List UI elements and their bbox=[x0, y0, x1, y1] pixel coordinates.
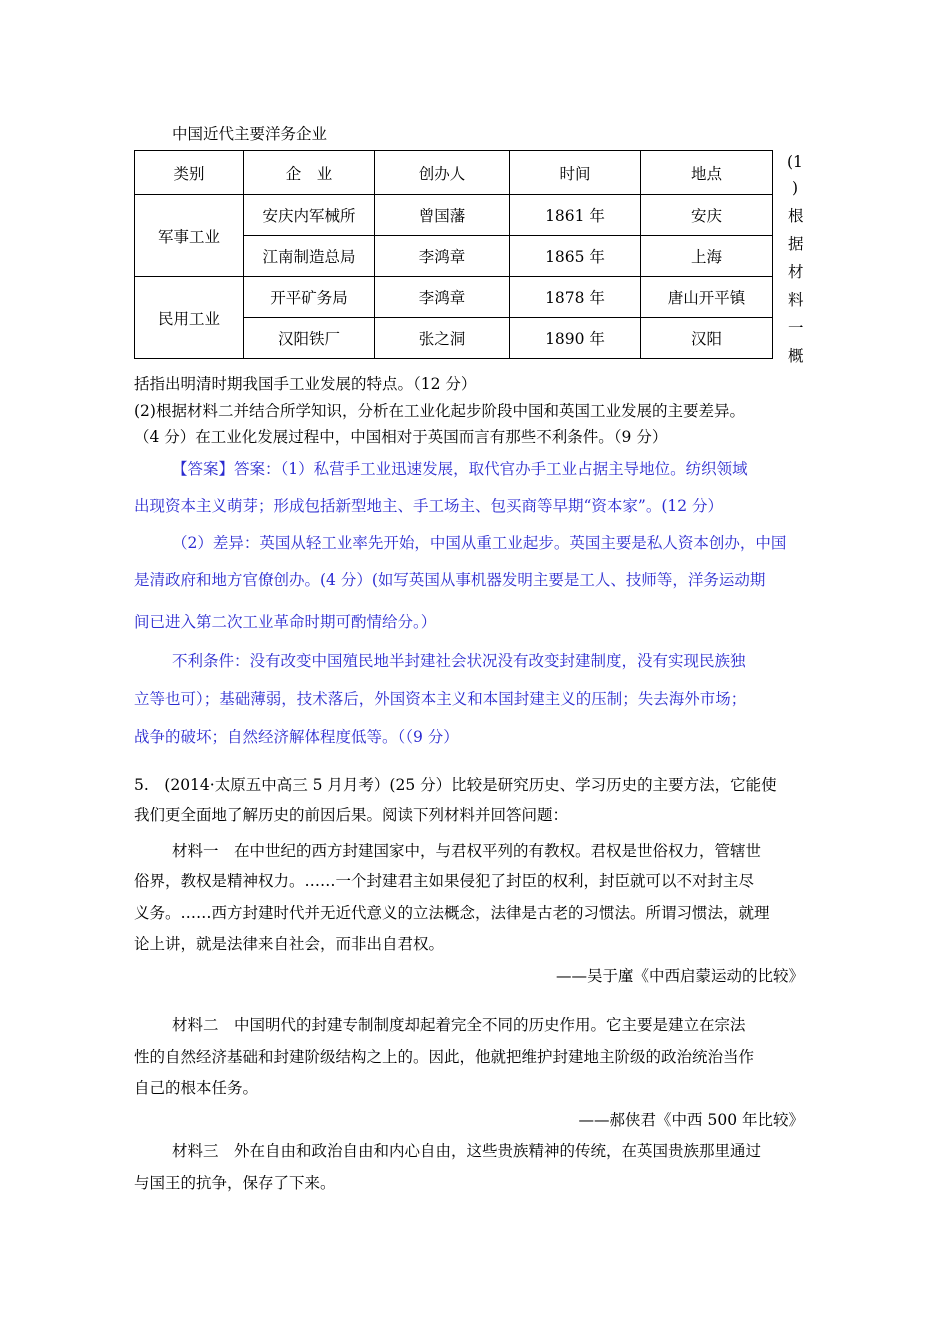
material1-line: 义务。……西方封建时代并无近代意义的立法概念，法律是古老的习惯法。所谓习惯法，就理 bbox=[134, 904, 770, 922]
enterprise-table bbox=[134, 150, 773, 359]
material3-line: 材料三 外在自由和政治自由和内心自由，这些贵族精神的传统，在英国贵族那里通过 bbox=[172, 1142, 762, 1160]
material2-line: 材料二 中国明代的封建专制制度却起着完全不同的历史作用。它主要是建立在宗法 bbox=[172, 1016, 746, 1034]
enterprise-cell: 汉阳铁厂 bbox=[244, 318, 375, 359]
question-line: 括指出明清时期我国手工业发展的特点。（12 分） bbox=[134, 375, 477, 393]
founder-cell: 曾国藩 bbox=[375, 195, 510, 236]
answer-tag: 【答案】 bbox=[172, 460, 235, 478]
material2-source: ——郝侠君《中西 500 年比较》 bbox=[578, 1111, 804, 1129]
side-text-char: (1 bbox=[787, 153, 803, 171]
material1-line: 材料一 在中世纪的西方封建国家中，与君权平列的有教权。君权是世俗权力，管辖世 bbox=[172, 842, 762, 860]
answer-line: 立等也可）；基础薄弱，技术落后，外国资本主义和本国封建主义的压制；失去海外市场； bbox=[134, 690, 747, 708]
material1-line: 俗界，教权是精神权力。……一个封建君主如果侵犯了封臣的权利，封臣就可以不对封主尽 bbox=[134, 872, 755, 890]
header-enterprise: 企 业 bbox=[244, 151, 375, 195]
material2-line: 自己的根本任务。 bbox=[134, 1079, 259, 1097]
material1-line: 论上讲，就是法律来自社会，而非出自君权。 bbox=[134, 935, 445, 953]
header-founder: 创办人 bbox=[375, 151, 510, 195]
side-text-char: 概 bbox=[788, 347, 804, 365]
side-text-char: 根 bbox=[788, 207, 804, 225]
table-caption: 中国近代主要洋务企业 bbox=[172, 125, 328, 143]
side-text-char: 据 bbox=[788, 235, 804, 253]
q5-line: 5. (2014·太原五中高三 5 月月考）(25 分）比较是研究历史、学习历史的主要方法，它能使 bbox=[134, 776, 777, 794]
answer-line: （2）差异：英国从轻工业率先开始，中国从重工业起步。英国主要是私人资本创办，中国 bbox=[172, 534, 787, 552]
category-cell: 军事工业 bbox=[135, 195, 244, 277]
answer-line: 是清政府和地方官僚创办。(4 分）(如写英国从事机器发明主要是工人、技师等，洋务运动期 bbox=[134, 571, 766, 589]
header-place: 地点 bbox=[641, 151, 773, 195]
answer-line: 出现资本主义萌芽；形成包括新型地主、手工场主、包买商等早期“资本家”。(12 分） bbox=[134, 497, 724, 515]
place-cell: 上海 bbox=[641, 236, 773, 277]
q5-line: 我们更全面地了解历史的前因后果。阅读下列材料并回答问题： bbox=[134, 806, 569, 824]
category-cell: 民用工业 bbox=[135, 277, 244, 359]
enterprise-cell: 安庆内军械所 bbox=[244, 195, 375, 236]
table-header-row bbox=[135, 151, 773, 195]
answer-line: 间已进入第二次工业革命时期可酌情给分。） bbox=[134, 613, 437, 631]
answer-line bbox=[172, 459, 748, 479]
answer-text: 答案：（1）私营手工业迅速发展，取代官办手工业占据主导地位。纺织领域 bbox=[234, 460, 748, 478]
side-text-char: 材 bbox=[788, 263, 804, 281]
table-row bbox=[135, 277, 773, 318]
enterprise-cell: 江南制造总局 bbox=[244, 236, 375, 277]
enterprise-cell: 开平矿务局 bbox=[244, 277, 375, 318]
year-cell: 1861 年 bbox=[510, 195, 641, 236]
founder-cell: 张之洞 bbox=[375, 318, 510, 359]
year-cell: 1890 年 bbox=[510, 318, 641, 359]
place-cell: 汉阳 bbox=[641, 318, 773, 359]
side-text-char: ) bbox=[792, 179, 799, 197]
question-line: (2)根据材料二并结合所学知识，分析在工业化起步阶段中国和英国工业发展的主要差异。 bbox=[134, 402, 745, 420]
header-category: 类别 bbox=[135, 151, 244, 195]
question-line: （4 分）在工业化发展过程中，中国相对于英国而言有那些不利条件。（9 分） bbox=[134, 428, 668, 446]
material2-line: 性的自然经济基础和封建阶级结构之上的。因此，他就把维护封建地主阶级的政治统治当作 bbox=[134, 1048, 755, 1066]
side-text-char: 料 bbox=[788, 291, 804, 309]
year-cell: 1878 年 bbox=[510, 277, 641, 318]
material3-line: 与国王的抗争，保存了下来。 bbox=[134, 1174, 336, 1192]
year-cell: 1865 年 bbox=[510, 236, 641, 277]
place-cell: 安庆 bbox=[641, 195, 773, 236]
answer-line: 战争的破坏；自然经济解体程度低等。（（9 分） bbox=[134, 728, 459, 746]
material1-source: ——吴于廑《中西启蒙运动的比较》 bbox=[555, 967, 804, 985]
side-text-char: 一 bbox=[788, 319, 804, 337]
answer-line: 不利条件：没有改变中国殖民地半封建社会状况没有改变封建制度，没有实现民族独 bbox=[172, 652, 746, 670]
founder-cell: 李鸿章 bbox=[375, 236, 510, 277]
header-year: 时间 bbox=[510, 151, 641, 195]
table-row bbox=[135, 195, 773, 236]
founder-cell: 李鸿章 bbox=[375, 277, 510, 318]
place-cell: 唐山开平镇 bbox=[641, 277, 773, 318]
